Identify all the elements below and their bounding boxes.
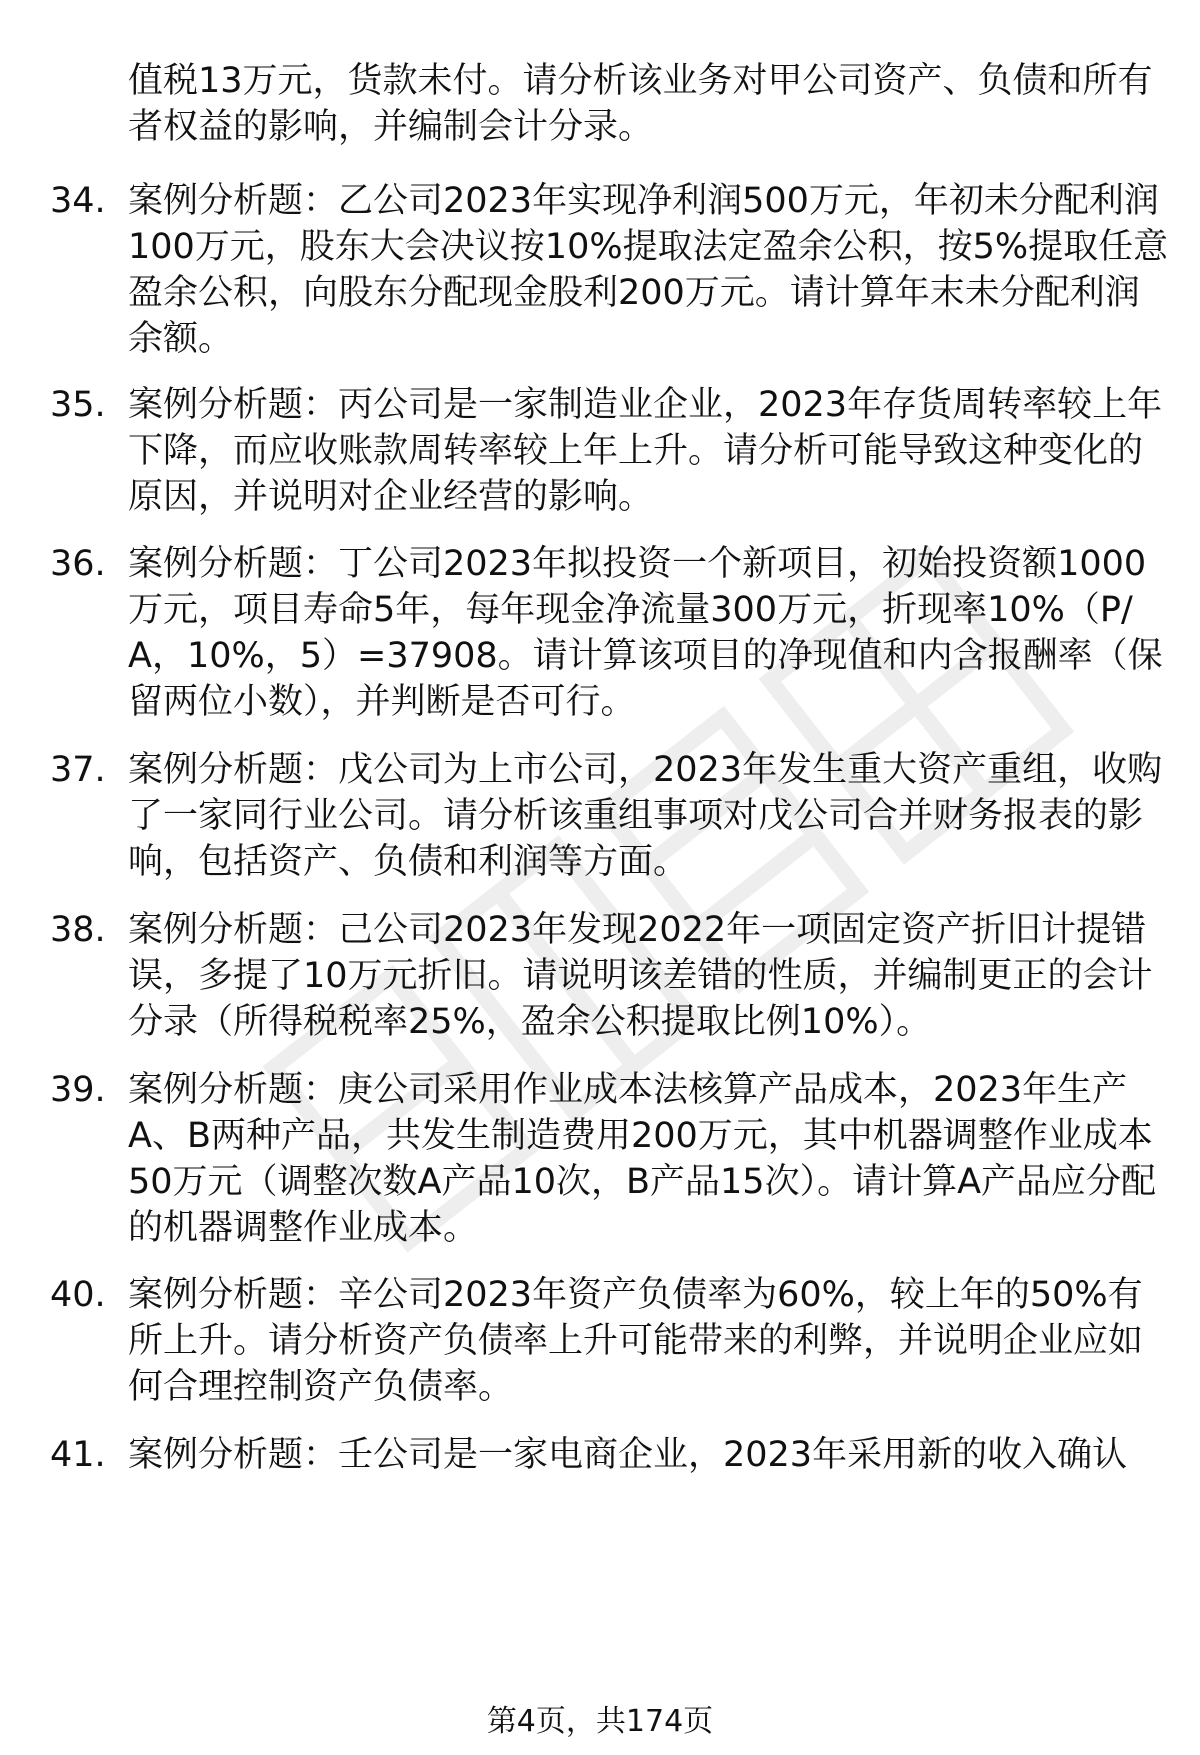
continuation-text: 值税13万元，货款未付。请分析该业务对甲公司资产、负债和所有者权益的影响，并编制会计分录。 xyxy=(128,61,1153,147)
question-number: 34. xyxy=(50,181,106,221)
question-number: 41. xyxy=(50,1435,106,1475)
question-text: 案例分析题：壬公司是一家电商企业，2023年采用新的收入确认 xyxy=(128,1435,1128,1475)
question-number: 38. xyxy=(50,910,106,950)
question-text: 案例分析题：己公司2023年发现2022年一项固定资产折旧计提错误，多提了10万元折旧。请说明该差错的性质，并编制更正的会计分录（所得税税率25%，盈余公积提取比例10%）。 xyxy=(128,910,1153,1042)
question-number: 37. xyxy=(50,750,106,790)
question-text: 案例分析题：丁公司2023年拟投资一个新项目，初始投资额1000万元，项目寿命5年，每年现金净流量300万元，折现率10%（P/A，10%，5）=37908。请计算该项目的净现值和内含报酬率（保留两位小数），并判断是否可行。 xyxy=(128,544,1163,722)
question-text: 案例分析题：乙公司2023年实现净利润500万元，年初未分配利润100万元，股东大会决议按10%提取法定盈余公积，按5%提取任意盈余公积，向股东分配现金股利200万元。请计算年末未分配利润余额。 xyxy=(128,181,1169,359)
question-number: 35. xyxy=(50,385,106,425)
page-footer: 第4页，共174页 xyxy=(486,1704,714,1739)
question-number: 40. xyxy=(50,1275,106,1315)
question-text: 案例分析题：庚公司采用作业成本法核算产品成本，2023年生产A、B两种产品，共发生制造费用200万元，其中机器调整作业成本50万元（调整次数A产品10次，B产品15次）。请计算A产品应分配的机器调整作业成本。 xyxy=(128,1070,1157,1248)
question-number: 36. xyxy=(50,544,106,584)
question-text: 案例分析题：丙公司是一家制造业企业，2023年存货周转率较上年下降，而应收账款周转率较上年上升。请分析可能导致这种变化的原因，并说明对企业经营的影响。 xyxy=(128,385,1163,517)
question-text: 案例分析题：戊公司为上市公司，2023年发生重大资产重组，收购了一家同行业公司。请分析该重组事项对戊公司合并财务报表的影响，包括资产、负债和利润等方面。 xyxy=(128,750,1163,882)
question-number: 39. xyxy=(50,1070,106,1110)
question-text: 案例分析题：辛公司2023年资产负债率为60%，较上年的50%有所上升。请分析资产负债率上升可能带来的利弊，并说明企业应如何合理控制资产负债率。 xyxy=(128,1275,1144,1407)
